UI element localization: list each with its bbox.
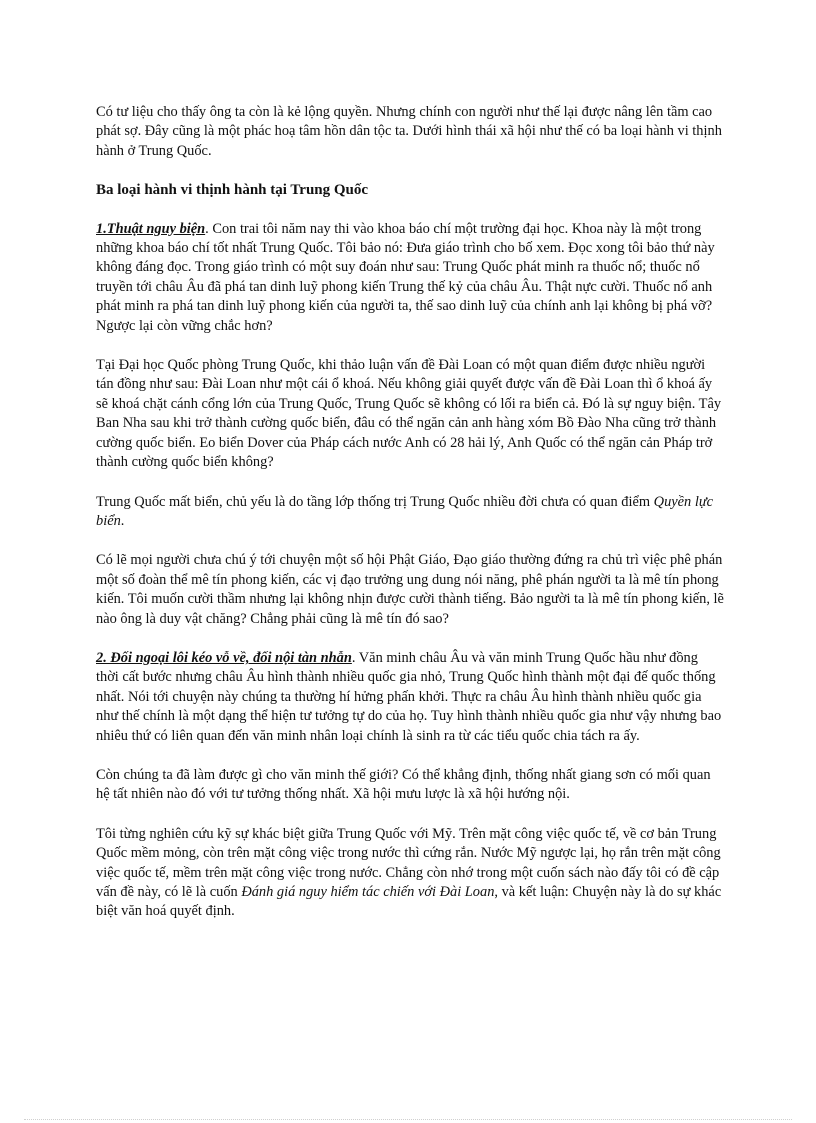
paragraph-sea-power-end: . xyxy=(120,512,125,529)
paragraph-sophistry xyxy=(96,220,724,336)
section-heading: Ba loại hành vi thịnh hành tại Trung Quốc xyxy=(96,182,369,199)
paragraph-china-us xyxy=(96,825,724,922)
paragraph-foreign-domestic-text: . Văn minh châu Âu và văn minh Trung Quốc hầu như đồng thời cất bước nhưng châu Âu hình thành nhiều quốc gia nhỏ, Trung Quốc hình thành một đại đế quốc thống nhất. Nói tới chuyện này chúng ta thường hí hửng phấn khởi. Thực ra châu Âu hình thành nhiều quốc gia như thế chính là một dạng thể hiện tư tưởng tự do của họ. Tuy hình thành nhiều quốc gia như vậy nhưng bao nhiêu thứ có liên quan đến văn minh nhân loại chính là sinh ra từ các tiểu quốc chia tách ra ấy. xyxy=(96,649,722,744)
point-2-title: 2. Đối ngoại lôi kéo vỗ về, đối nội tàn nhẫn xyxy=(96,649,352,666)
paragraph-china-us-text: Tôi từng nghiên cứu kỹ sự khác biệt giữa Trung Quốc với Mỹ. Trên mặt công việc quốc tế, về cơ bản Trung Quốc mềm mỏng, còn trên mặt công việc trong nước thì cứng rắn. Nước Mỹ ngược lại, họ rắn trên mặt công việc quốc tế, mềm trên mặt công việc trong nước. Chẳng còn nhớ trong một cuốn sách nào đấy tôi có đề cập vấn đề này, có lẽ là cuốn xyxy=(96,825,721,900)
document-page xyxy=(96,103,724,942)
book-title: Đánh giá nguy hiểm tác chiến với Đài Loan xyxy=(241,884,495,900)
paragraph-foreign-domestic xyxy=(96,649,724,746)
paragraph-taiwan: Tại Đại học Quốc phòng Trung Quốc, khi thảo luận vấn đề Đài Loan có một quan điểm được nhiều người tán đồng như sau: Đài Loan như một cái ổ khoá. Nếu không giải quyết được vấn đề Đài Loan thì ổ khoá ấy sẽ khoá chặt cánh cổng lớn của Trung Quốc, Trung Quốc sẽ không có lối ra biển cả. Đó là sự nguy biện. Tây Ban Nha sau khi trở thành cường quốc biển, đâu có thể ngăn cản anh hàng xóm Bồ Đào Nha cũng trở thành cường quốc biển. Eo biển Dover của Pháp cách nước Anh có 28 hải lý, Anh Quốc có thể ngăn cản Pháp trở thành cường quốc biển không? xyxy=(96,357,722,471)
paragraph-civilization: Còn chúng ta đã làm được gì cho văn minh thế giới? Có thể khẳng định, thống nhất giang sơn có mối quan hệ tất nhiên nào đó với tư tưởng thống nhất. Xã hội mưu lược là xã hội hướng nội. xyxy=(96,766,711,803)
page-bottom-rule xyxy=(24,1119,792,1120)
paragraph-sea-power xyxy=(96,493,724,532)
sea-power-term: Quyền lực biển xyxy=(96,493,714,529)
paragraph-superstition: Có lẽ mọi người chưa chú ý tới chuyện một số hội Phật Giáo, Đạo giáo thường đứng ra chủ trì việc phê phán một số đoàn thể mê tín phong kiến, các vị đạo trưởng ung dung nói năng, phê phán người ta là mê tín phong kiến. Tôi muốn cười thầm nhưng lại không nhịn được cười thành tiếng. Bảo người ta là mê tín phong kiến, lẽ nào ông là duy vật chăng? Chẳng phải cũng là mê tín đó sao? xyxy=(96,552,724,627)
paragraph-intro: Có tư liệu cho thấy ông ta còn là kẻ lộng quyền. Nhưng chính con người như thế lại được nâng lên tầm cao phát sợ. Đây cũng là một phác hoạ tâm hồn dân tộc ta. Dưới hình thái xã hội như thế có ba loại hành vi thịnh hành ở Trung Quốc. xyxy=(96,104,722,159)
paragraph-sea-power-text: Trung Quốc mất biển, chủ yếu là do tầng lớp thống trị Trung Quốc nhiều đời chưa có quan điểm xyxy=(96,493,654,510)
paragraph-china-us-end: , và kết luận: Chuyện này là do sự khác biệt văn hoá quyết định. xyxy=(96,884,722,920)
paragraph-sophistry-text: . Con trai tôi năm nay thi vào khoa báo chí một trường đại học. Khoa này là một trong những khoa báo chí tốt nhất Trung Quốc. Tôi bảo nó: Đưa giáo trình cho bố xem. Đọc xong tôi bảo thứ này không đáng đọc. Trong giáo trình có một suy đoán như sau: Trung Quốc phát minh ra thuốc nổ; thuốc nổ truyền tới châu Âu đã phá tan dinh luỹ phong kiến Trung thế kỷ của châu Âu. Thật nực cười. Thuốc nổ anh phát minh ra phá tan dinh luỹ phong kiến của người ta, thế sao dinh luỹ của chính anh lại không bị phá vỡ? Ngược lại còn vững chắc hơn? xyxy=(96,220,715,334)
point-1-title: 1.Thuật nguy biện xyxy=(96,220,206,237)
